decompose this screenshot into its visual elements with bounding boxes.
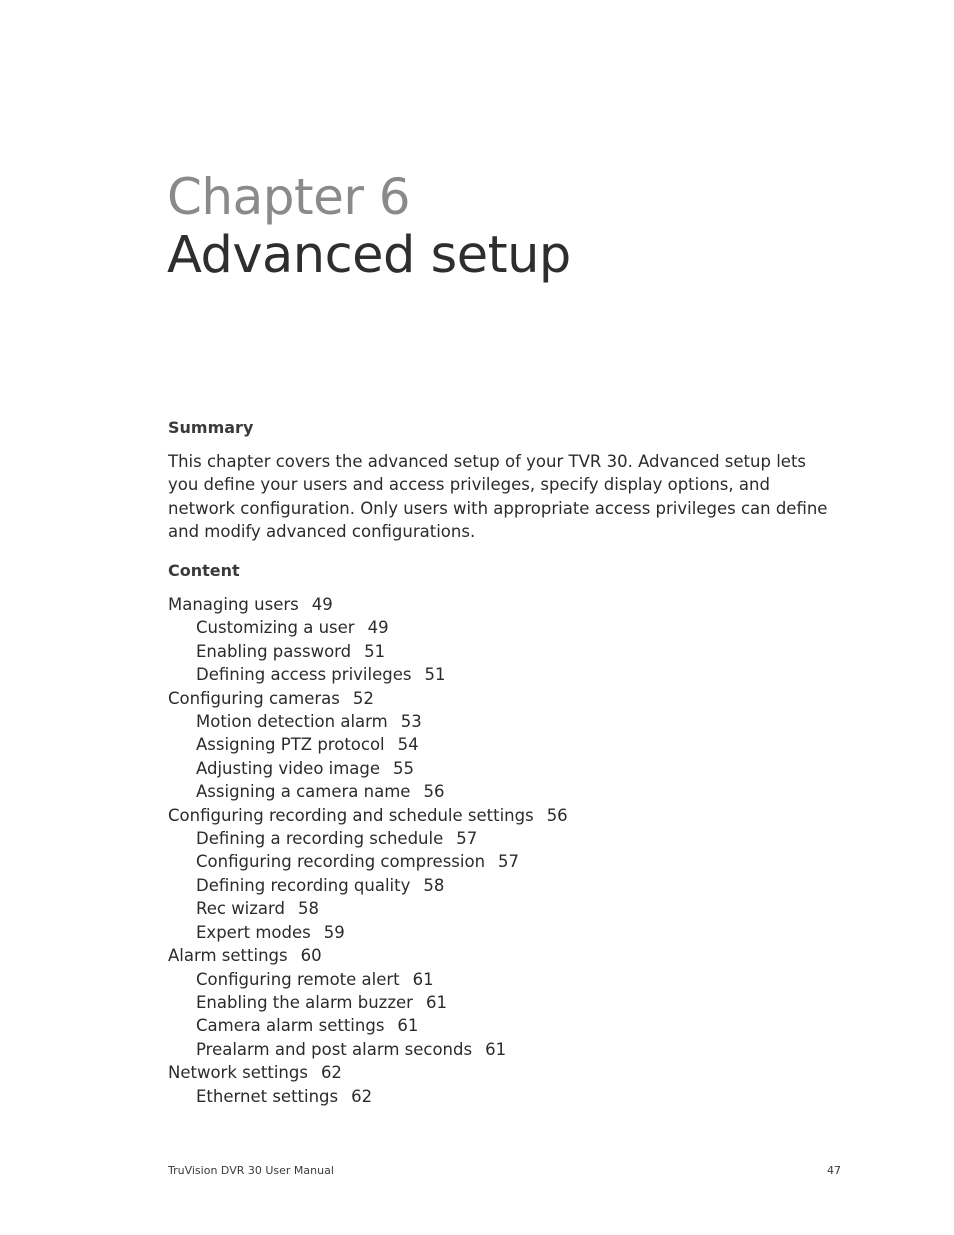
toc-entry-page: 61 (412, 969, 434, 989)
toc-entry-page: 61 (425, 992, 447, 1012)
toc-entry-title: Customizing a user (196, 618, 355, 638)
toc-entry-page: 52 (352, 688, 374, 708)
footer-page-number: 47 (827, 1164, 841, 1177)
toc-entry[interactable] (168, 640, 568, 663)
toc-entry-title: Expert modes (196, 922, 311, 942)
toc-entry-page: 53 (400, 712, 422, 732)
toc-entry[interactable] (168, 757, 568, 780)
toc-entry[interactable] (168, 663, 568, 686)
toc-entry[interactable] (168, 780, 568, 803)
toc-entry[interactable] (168, 733, 568, 756)
toc-entry-page: 49 (311, 595, 333, 614)
toc-entry-title: Assigning PTZ protocol (196, 735, 385, 755)
toc-entry-page: 58 (298, 899, 320, 919)
toc-entry-page: 49 (367, 618, 389, 638)
toc-entry-title: Configuring cameras (168, 688, 340, 708)
toc-entry[interactable] (168, 968, 568, 991)
toc-entry-page: 51 (364, 641, 386, 661)
chapter-label: Chapter 6 (167, 168, 411, 226)
toc-entry-title: Ethernet settings (196, 1086, 339, 1106)
footer-manual-title: TruVision DVR 30 User Manual (168, 1164, 334, 1177)
toc-entry-page: 51 (424, 665, 446, 685)
toc-entry-title: Prealarm and post alarm seconds (196, 1039, 473, 1059)
summary-text: This chapter covers the advanced setup of your TVR 30. Advanced setup lets you define your users and access privileges, specify display options, and network configuration. Only users with appropriate access privileges can define and modify advanced configurations. (168, 452, 828, 541)
toc-entry[interactable] (168, 804, 568, 827)
toc-entry[interactable] (168, 897, 568, 920)
toc-entry-page: 61 (485, 1039, 507, 1059)
summary-heading: Summary (168, 418, 254, 437)
toc-entry-title: Managing users (168, 595, 299, 614)
toc-entry-page: 61 (397, 1016, 419, 1036)
toc-entry[interactable] (168, 1085, 568, 1108)
toc-entry[interactable] (168, 616, 568, 639)
toc-entry-title: Alarm settings (168, 946, 288, 966)
toc-entry-title: Configuring recording and schedule settings (168, 805, 534, 825)
table-of-contents (168, 593, 568, 1108)
chapter-title: Advanced setup (167, 226, 571, 285)
toc-entry[interactable] (168, 991, 568, 1014)
toc-entry-title: Defining recording quality (196, 875, 411, 895)
toc-entry-page: 59 (323, 922, 345, 942)
toc-entry-title: Assigning a camera name (196, 782, 411, 802)
toc-entry[interactable] (168, 1061, 568, 1084)
toc-entry-title: Enabling password (196, 641, 352, 661)
toc-entry-title: Enabling the alarm buzzer (196, 992, 413, 1012)
toc-entry-title: Camera alarm settings (196, 1016, 385, 1036)
toc-entry-title: Configuring recording compression (196, 852, 486, 872)
toc-entry-page: 57 (456, 829, 478, 849)
toc-entry[interactable] (168, 850, 568, 873)
toc-entry-page: 60 (300, 946, 322, 966)
toc-entry-page: 55 (393, 758, 415, 778)
toc-entry[interactable] (168, 593, 568, 616)
content-heading: Content (168, 561, 240, 580)
toc-entry[interactable] (168, 710, 568, 733)
toc-entry-page: 58 (423, 875, 445, 895)
toc-entry-title: Network settings (168, 1063, 308, 1083)
toc-entry-page: 56 (546, 805, 568, 825)
toc-entry[interactable] (168, 1038, 568, 1061)
toc-entry[interactable] (168, 827, 568, 850)
toc-entry[interactable] (168, 921, 568, 944)
toc-entry-page: 57 (498, 852, 520, 872)
toc-entry[interactable] (168, 1014, 568, 1037)
toc-entry-title: Defining access privileges (196, 665, 412, 685)
toc-entry-title: Configuring remote alert (196, 969, 400, 989)
toc-entry[interactable] (168, 944, 568, 967)
toc-entry-page: 56 (423, 782, 445, 802)
toc-entry-title: Rec wizard (196, 899, 286, 919)
toc-entry-page: 62 (351, 1086, 373, 1106)
toc-entry[interactable] (168, 874, 568, 897)
toc-entry-title: Defining a recording schedule (196, 829, 444, 849)
toc-entry-title: Motion detection alarm (196, 712, 388, 732)
toc-entry-page: 54 (397, 735, 419, 755)
toc-entry-title: Adjusting video image (196, 758, 381, 778)
toc-entry-page: 62 (320, 1063, 342, 1083)
toc-entry[interactable] (168, 687, 568, 710)
